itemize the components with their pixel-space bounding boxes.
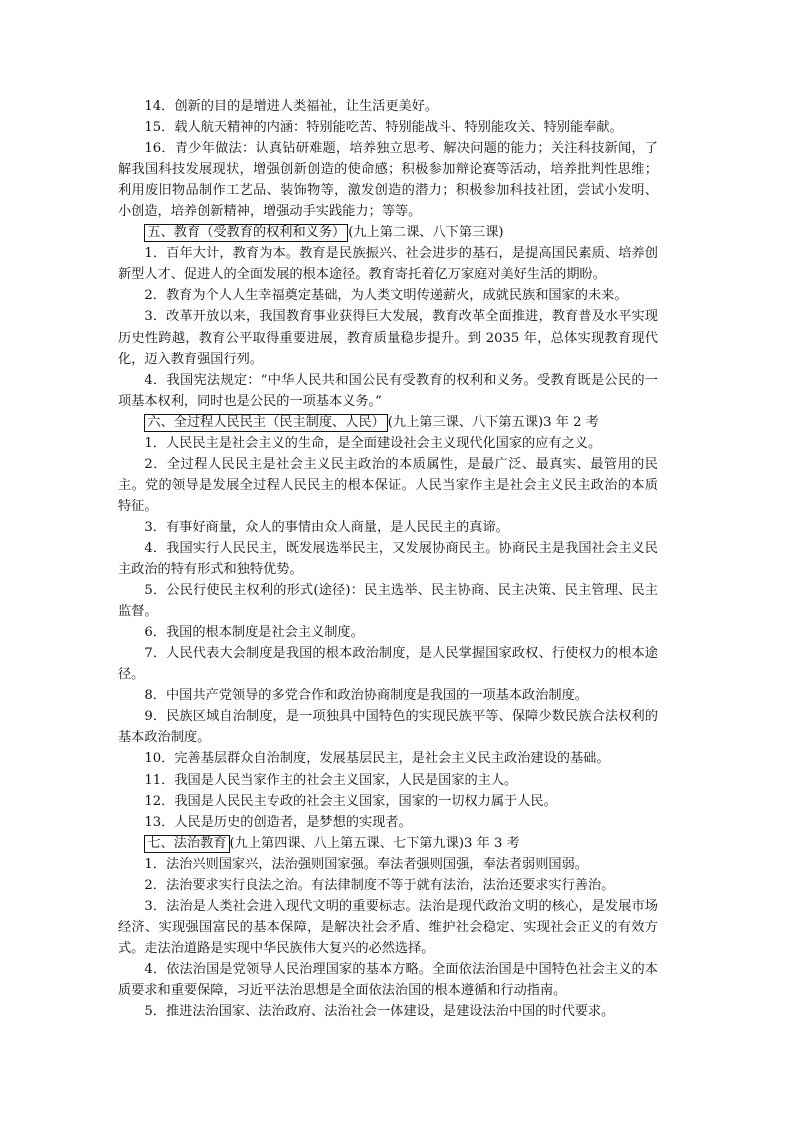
section-6-point-5: 5．公民行使民主权利的形式(途径)：民主选举、民主协商、民主决策、民主管理、民主监督。 <box>118 583 658 620</box>
section-6-point-6: 6．我国的根本制度是社会主义制度。 <box>144 625 364 641</box>
section-5-title: 五、教育（受教育的权利和义务） <box>144 224 348 242</box>
section-6-point-4: 4．我国实行人民民主，既发展选举民主，又发展协商民主。协商民主是我国社会主义民主政治的特有形式和独特优势。 <box>118 540 658 578</box>
item-16: 16．青少年做法：认真钻研难题，培养独立思考、解决问题的能力；关注科技新闻，了解我国科技发展现状，增强创新创造的使命感；积极参加辩论赛等活动，培养批判性思维；利用废旧物品制作工艺品、装饰物等，激发创造的潜力；积极参加科技社团，尝试小发明、小创造，培养创新精神，增强动手实践能力；等等。 <box>118 141 658 220</box>
document-page <box>118 96 658 1022</box>
item-14: 14．创新的目的是增进人类福祉，让生活更美好。 <box>144 99 439 114</box>
section-7-point-4: 4．依法治国是党领导人民治理国家的基本方略。全面依法治国是中国特色社会主义的本质要求和重要保障，习近平法治思想是全面依法治国的根本遵循和行动指南。 <box>118 961 658 998</box>
section-5-source: (九上第二课、八下第三课) <box>348 225 504 241</box>
section-6-point-9: 9．民族区域自治制度，是一项独具中国特色的实现民族平等、保障少数民族合法权利的基本政治制度。 <box>118 709 658 746</box>
item-15: 15．载人航天精神的内涵：特别能吃苦、特别能战斗、特别能攻关、特别能奉献。 <box>144 120 623 136</box>
section-6-heading <box>118 412 658 433</box>
section-5-point-2: 2．教育为个人人生幸福奠定基础，为人类文明传递薪火，成就民族和国家的未来。 <box>144 288 628 304</box>
section-5-point-3: 3．改革开放以来，我国教育事业获得巨大发展，教育改革全面推进，教育普及水平实现历史性跨越，教育公平取得重要进展，教育质量稳步提升。到 2035 年，总体实现教育现代化，迈入教育强国行列。 <box>118 309 658 367</box>
section-5-heading <box>118 222 658 243</box>
section-7-point-1: 1．法治兴则国家兴，法治强则国家强。奉法者强则国强，奉法者弱则国弱。 <box>144 856 588 872</box>
section-7-point-5: 5．推进法治国家、法治政府、法治社会一体建设，是建设法治中国的时代要求。 <box>144 1004 615 1020</box>
section-7-title: 七、法治教育 <box>144 835 229 853</box>
section-6-point-11: 11．我国是人民当家作主的社会主义国家，人民是国家的主人。 <box>144 772 518 788</box>
section-6-source: (九上第三课、八下第五课)3 年 2 考 <box>387 414 599 430</box>
section-5-point-1: 1．百年大计，教育为本。教育是民族振兴、社会进步的基石，是提高国民素质、培养创新型人才、促进人的全面发展的根本途径。教育寄托着亿万家庭对美好生活的期盼。 <box>118 246 658 283</box>
section-7-point-3: 3．法治是人类社会进入现代文明的重要标志。法治是现代政治文明的核心，是发展市场经济、实现强国富民的基本保障，是解决社会矛盾、维护社会稳定、实现社会正义的有效方式。走法治道路是实现中华民族伟大复兴的必然选择。 <box>118 898 658 956</box>
section-6-point-1: 1．人民民主是社会主义的生命，是全面建设社会主义现代化国家的应有之义。 <box>144 435 602 451</box>
section-7-source: (九上第四课、八上第五课、七下第九课)3 年 3 考 <box>229 835 520 851</box>
section-6-point-10: 10．完善基层群众自治制度，发展基层民主，是社会主义民主政治建设的基础。 <box>144 751 610 767</box>
section-6-point-7: 7．人民代表大会制度是我国的根本政治制度，是人民掌握国家政权、行使权力的根本途径。 <box>118 646 658 683</box>
section-6-title: 六、全过程人民民主（民主制度、人民） <box>144 414 387 432</box>
section-7-point-2: 2．法治要求实行良法之治。有法律制度不等于就有法治，法治还要求实行善治。 <box>144 877 615 893</box>
section-6-point-2: 2．全过程人民民主是社会主义民主政治的本质属性，是最广泛、最真实、最管用的民主。党的领导是发展全过程人民民主的根本保证。人民当家作主是社会主义民主政治的本质特征。 <box>118 456 658 514</box>
section-5-point-4: 4．我国宪法规定：“中华人民共和国公民有受教育的权利和义务。受教育既是公民的一项基本权利，同时也是公民的一项基本义务。” <box>118 372 658 409</box>
section-6-point-8: 8．中国共产党领导的多党合作和政治协商制度是我国的一项基本政治制度。 <box>144 688 588 704</box>
section-6-point-13: 13．人民是历史的创造者，是梦想的实现者。 <box>144 814 412 830</box>
section-6-point-3: 3．有事好商量，众人的事情由众人商量，是人民民主的真谛。 <box>144 519 509 535</box>
section-6-point-12: 12．我国是人民民主专政的社会主义国家，国家的一切权力属于人民。 <box>144 793 557 809</box>
section-7-heading <box>118 833 658 854</box>
